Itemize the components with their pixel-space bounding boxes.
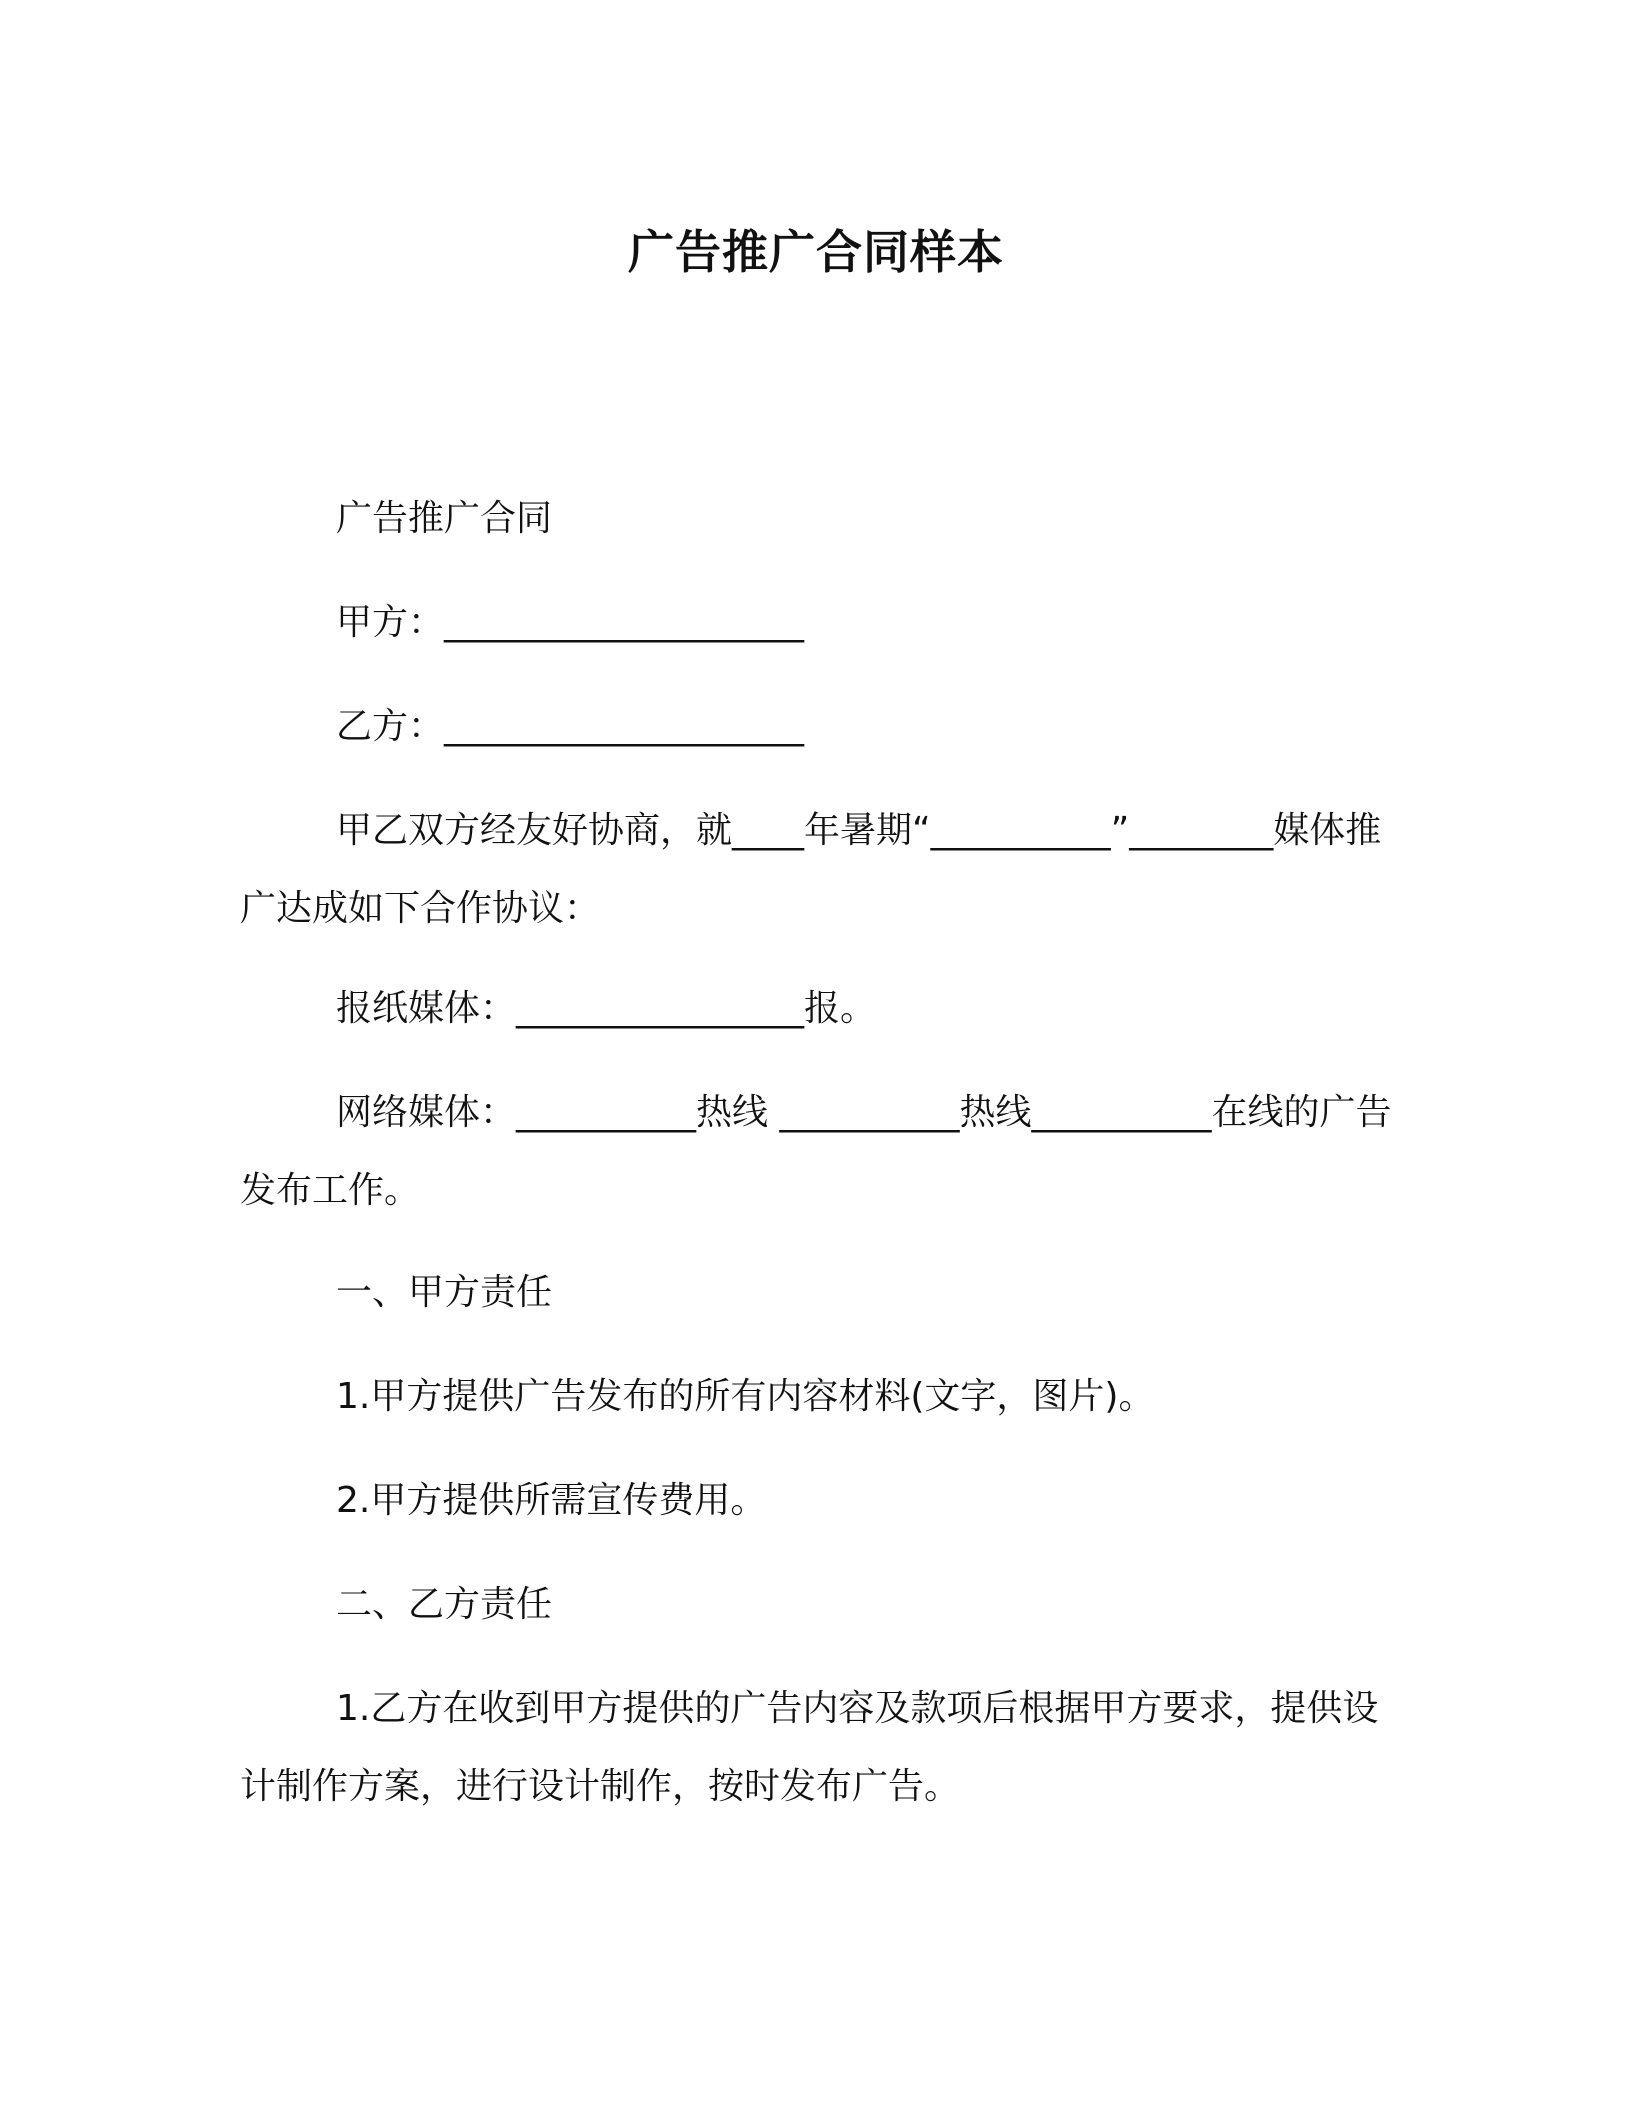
- online-media-paragraph: 网络媒体：__________热线 __________热线__________在线的广告发布工作。: [240, 1092, 1392, 1211]
- party-b-field: 乙方：____________________: [336, 706, 805, 747]
- party-a-clause-2: 2.甲方提供所需宣传费用。: [336, 1480, 767, 1521]
- section-heading-party-a: 一、甲方责任: [336, 1272, 553, 1313]
- party-b-clause-1: 1.乙方在收到甲方提供的广告内容及款项后根据甲方要求，提供设计制作方案，进行设计制作，按时发布广告。: [240, 1688, 1379, 1807]
- document-title: 广告推广合同样本: [628, 225, 1004, 279]
- party-a-field: 甲方：____________________: [336, 602, 805, 643]
- party-a-clause-1: 1.甲方提供广告发布的所有内容材料(文字，图片)。: [336, 1376, 1155, 1417]
- newspaper-media-paragraph: 报纸媒体：________________报。: [336, 988, 877, 1029]
- agreement-intro-paragraph: 甲乙双方经友好协商，就____年暑期“__________”________媒体推广达成如下合作协议：: [240, 810, 1382, 929]
- contract-heading: 广告推广合同: [336, 498, 553, 539]
- section-heading-party-b: 二、乙方责任: [336, 1584, 553, 1625]
